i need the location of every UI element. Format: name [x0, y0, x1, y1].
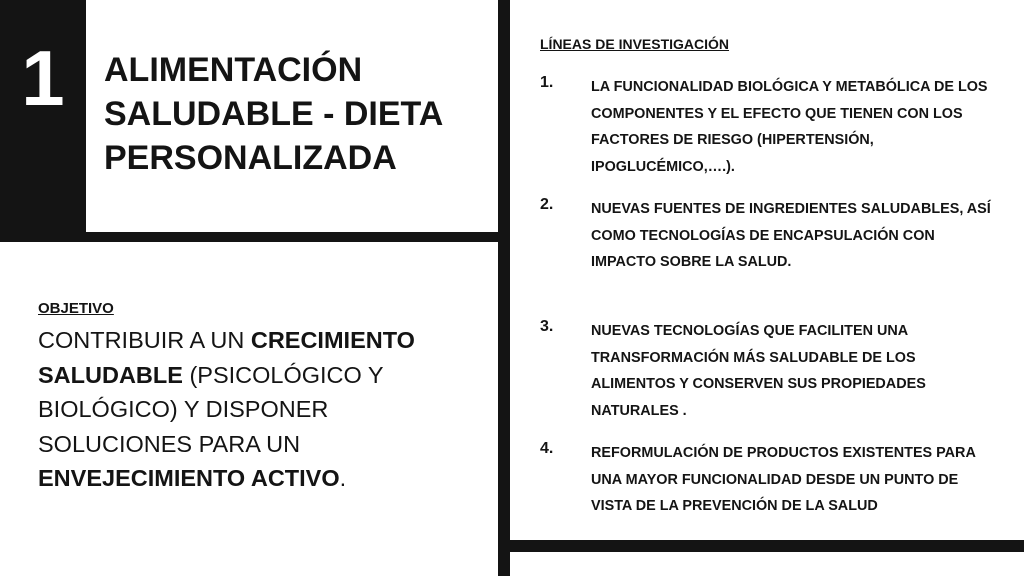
research-item-text: NUEVAS FUENTES DE INGREDIENTES SALUDABLES, ASÍ COMO TECNOLOGÍAS DE ENCAPSULACIÓN CON IMPACTO SOBRE LA SALUD. — [591, 201, 991, 270]
objective-text-part: CONTRIBUIR A UN — [38, 327, 251, 353]
research-item-number: 1. — [540, 74, 554, 91]
research-item-text: REFORMULACIÓN DE PRODUCTOS EXISTENTES PARA UNA MAYOR FUNCIONALIDAD DESDE UN PUNTO DE VISTA DE LA PREVENCIÓN DE LA SALUD — [591, 445, 976, 514]
objective-text-part: (PSICOLÓGICO Y BIOLÓGICO) Y DISPONER SOLUCIONES PARA UN — [38, 361, 384, 457]
objective-text-part: . — [339, 465, 347, 491]
research-lines-heading: LÍNEAS DE INVESTIGACIÓN — [540, 36, 730, 52]
objective-label: OBJETIVO — [38, 300, 114, 317]
objective-text — [38, 323, 458, 496]
research-item-text: LA FUNCIONALIDAD BIOLÓGICA Y METABÓLICA DE LOS COMPONENTES Y EL EFECTO QUE TIENEN CON LOS FACTORES DE RIESGO (HIPERTENSIÓN, IPOGLUCÉMICO,….). — [591, 79, 988, 175]
research-item-text: NUEVAS TECNOLOGÍAS QUE FACILITEN UNA TRANSFORMACIÓN MÁS SALUDABLE DE LOS ALIMENTOS Y CONSERVEN SUS PROPIEDADES NATURALES . — [591, 323, 926, 419]
research-item-number: 2. — [540, 196, 554, 213]
objective-text-bold: ENVEJECIMIENTO ACTIVO — [38, 465, 340, 491]
top-horizontal-divider — [0, 232, 508, 242]
research-item-number: 3. — [540, 318, 554, 335]
vertical-divider — [498, 0, 510, 576]
section-number: 1 — [21, 34, 65, 122]
section-title: ALIMENTACIÓN SALUDABLE - DIETA PERSONALIZADA — [104, 51, 443, 177]
bottom-horizontal-divider — [498, 540, 1024, 552]
objective-text-bold: CRECIMIENTO SALUDABLE — [38, 327, 415, 388]
research-item-number: 4. — [540, 440, 554, 457]
